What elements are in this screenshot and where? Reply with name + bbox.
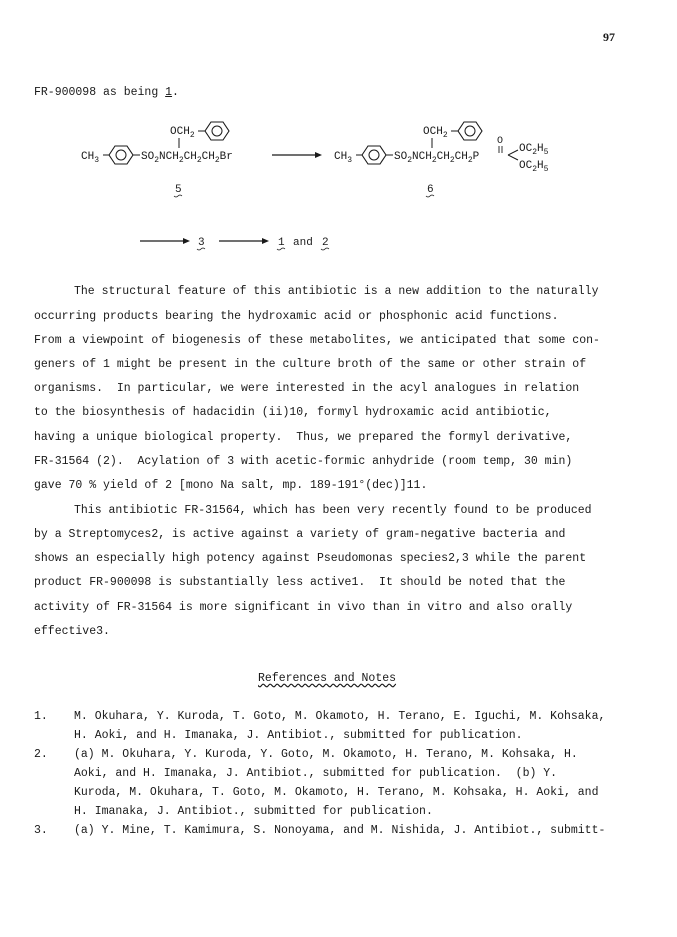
arrow-3: [219, 238, 269, 244]
ref-line: H. Aoki, and H. Imanaka, J. Antibiot., submitted for publication.: [74, 729, 523, 742]
intro-line: FR-900098 as being 1.: [34, 86, 179, 99]
so2n-chain: $SO_2NCH_2CH_2CH_2Br$: [141, 151, 233, 165]
svg-text:OC2H5: $OC_2H_5$: [519, 160, 549, 174]
p1-line-1: The structural feature of this antibiotic is a new addition to the naturally: [74, 285, 599, 298]
reaction-scheme: [0, 110, 677, 260]
ref-line: M. Okuhara, Y. Kuroda, T. Goto, M. Okamoto, H. Terano, E. Iguchi, M. Kohsaka,: [74, 710, 606, 723]
p1-line-3: From a viewpoint of biogenesis of these metabolites, we anticipated that some con-: [34, 334, 600, 347]
scheme-step-3: 3: [198, 237, 205, 249]
intro-text: FR-900098 as being: [34, 86, 159, 99]
intro-compound-ref: 1: [165, 86, 173, 99]
scheme-and: and: [293, 237, 313, 249]
svg-text:OC2H5: $OC_2H_5$: [519, 143, 549, 157]
och2-label: $OCH_2$: [170, 126, 195, 140]
p1-line-5: organisms. In particular, we were interested in the acyl analogues in relation: [34, 382, 580, 395]
p1-line-6: to the biosynthesis of hadacidin (ii)10, formyl hydroxamic acid antibiotic,: [34, 406, 552, 419]
p1-line-2: occurring products bearing the hydroxamic acid or phosphonic acid functions.: [34, 310, 559, 323]
ref-line: H. Imanaka, J. Antibiot., submitted for publication.: [74, 805, 433, 818]
p2-line-4: product FR-900098 is substantially less active1. It should be noted that the: [34, 576, 566, 589]
page-number: 97: [603, 30, 615, 44]
svg-text:OCH2: $OCH_2$: [423, 126, 448, 140]
svg-text:CH3: $CH_3$: [334, 151, 353, 165]
p1-line-4: geners of 1 might be present in the culture broth of the same or other strain of: [34, 358, 587, 371]
arrow-2: [140, 238, 190, 244]
scheme-product-2: 2: [322, 237, 329, 249]
ref-line: (a) M. Okuhara, Y. Kuroda, Y. Goto, M. Okamoto, H. Terano, M. Kohsaka, H.: [74, 748, 578, 761]
arrow-1: [272, 152, 322, 158]
p2-line-1: This antibiotic FR-31564, which has been very recently found to be produced: [74, 504, 592, 517]
ref-line: Aoki, and H. Imanaka, J. Antibiot., submitted for publication. (b) Y.: [74, 767, 558, 780]
svg-text:O: O: [497, 136, 504, 147]
ref-number: 2.: [34, 748, 48, 761]
p2-line-6: effective3.: [34, 625, 110, 638]
compound-6-label: 6: [427, 184, 434, 196]
scheme-product-1: 1: [278, 237, 285, 249]
compound-6-structure: [334, 122, 549, 174]
p1-line-7: having a unique biological property. Thus, we prepared the formyl derivative,: [34, 431, 573, 444]
ref-line: Kuroda, M. Okuhara, T. Goto, M. Okamoto, H. Terano, M. Kohsaka, H. Aoki, and: [74, 786, 599, 799]
ref-number: 3.: [34, 824, 48, 837]
p2-line-5: activity of FR-31564 is more significant in vivo than in vitro and also orally: [34, 601, 573, 614]
svg-text:SO2NCH2CH2CH2P: $SO_2NCH_2CH_2CH_2P$: [394, 151, 480, 165]
ref-line: (a) Y. Mine, T. Kamimura, S. Nonoyama, and M. Nishida, J. Antibiot., submitt-: [74, 824, 606, 837]
ch3-label: $CH_3$: [81, 151, 100, 165]
p2-line-2: by a Streptomyces2, is active against a variety of gram-negative bacteria and: [34, 528, 566, 541]
p2-line-3: shows an especially high potency against Pseudomonas species2,3 while the parent: [34, 552, 587, 565]
compound-5-structure: [81, 122, 233, 165]
p1-line-8: FR-31564 (2). Acylation of 3 with acetic-formic anhydride (room temp, 30 min): [34, 455, 573, 468]
references-heading: References and Notes: [258, 672, 397, 685]
ref-number: 1.: [34, 710, 48, 723]
p1-line-9: gave 70 % yield of 2 [mono Na salt, mp. 189-191°(dec)]11.: [34, 479, 428, 492]
compound-5-label: 5: [175, 184, 182, 196]
